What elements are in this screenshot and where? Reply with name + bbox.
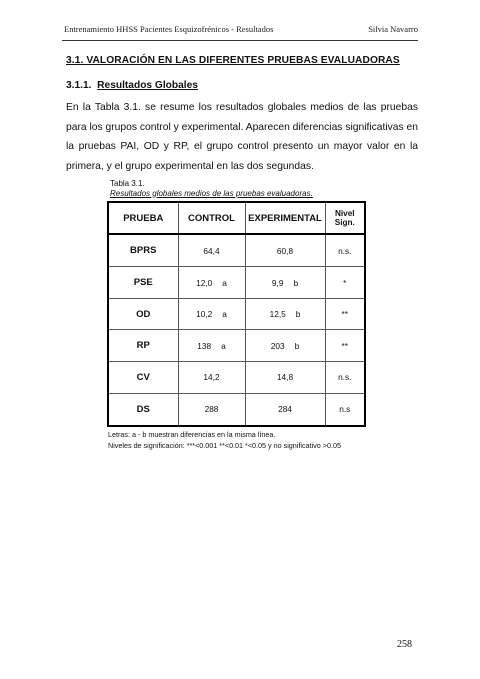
cell-control-letter: a <box>222 277 227 288</box>
cell-experimental <box>245 330 325 362</box>
cell-experimental <box>245 362 325 394</box>
running-header-left: Entrenamiento HHSS Pacientes Esquizofrénicos - Resultados <box>64 24 274 34</box>
cell-experimental-letter: b <box>293 277 299 288</box>
cell-experimental <box>245 267 325 299</box>
subsection-number: 3.1.1. <box>66 80 92 91</box>
cell-experimental-value: 60,8 <box>276 245 294 256</box>
table-row <box>108 393 365 426</box>
table-note-significance: Niveles de significación: ***<0.001 **<0.01 *<0.05 y no significativo >0.05 <box>108 441 341 450</box>
cell-experimental-letter: b <box>294 340 300 351</box>
cell-experimental-value: 203 <box>270 340 285 351</box>
cell-sign: ** <box>325 298 365 330</box>
cell-control <box>178 298 245 330</box>
cell-experimental-value: 9,9 <box>271 277 284 288</box>
cell-control-value: 138 <box>197 340 212 351</box>
cell-prueba: RP <box>108 330 178 362</box>
cell-experimental <box>245 234 325 267</box>
table-row <box>108 298 365 330</box>
cell-sign: n.s. <box>325 362 365 394</box>
cell-sign: * <box>325 267 365 299</box>
subsection-title: Resultados Globales <box>97 80 198 91</box>
table-header-row <box>108 202 365 234</box>
cell-control-value: 10,2 <box>196 309 213 320</box>
cell-control <box>178 362 245 394</box>
cell-control-value: 14,2 <box>203 372 220 383</box>
cell-experimental-value: 14,8 <box>276 372 294 383</box>
header-rule <box>62 40 418 41</box>
cell-control-letter: a <box>221 340 226 351</box>
subsection-heading <box>66 80 198 91</box>
table-note-letters: Letras: a - b muestran diferencias en la misma línea. <box>108 430 276 439</box>
table-caption-subtitle: Resultados globales medios de las pruebas evaluadoras. <box>110 188 313 198</box>
table-row <box>108 362 365 394</box>
header-nivel: Nivel <box>334 208 355 218</box>
cell-experimental-letter: b <box>295 309 301 320</box>
cell-sign: ** <box>325 330 365 362</box>
running-header-right: Silvia Navarro <box>368 24 418 34</box>
cell-prueba: OD <box>108 298 178 330</box>
cell-prueba: PSE <box>108 267 178 299</box>
header-nivel-sign <box>325 202 365 234</box>
cell-control <box>178 234 245 267</box>
body-paragraph: En la Tabla 3.1. se resume los resultados globales medios de las pruebas para los grupos control y experimental. Aparecen diferencias significativas en la pruebas PAI, OD y RP, el grupo control presento un mayor valor en la primera, y el grupo experimental en las dos segundas. <box>66 102 418 172</box>
cell-control <box>178 267 245 299</box>
table-caption-title: Tabla 3.1. <box>110 179 145 188</box>
section-title: 3.1. VALORACIÓN EN LAS DIFERENTES PRUEBAS EVALUADORAS <box>66 55 400 66</box>
cell-experimental-value: 12,5 <box>269 309 286 320</box>
cell-control-value: 288 <box>204 404 219 415</box>
page-number: 258 <box>397 639 412 650</box>
cell-experimental <box>245 298 325 330</box>
cell-control <box>178 330 245 362</box>
header-experimental: EXPERIMENTAL <box>245 202 325 234</box>
table-caption <box>110 179 313 198</box>
cell-experimental <box>245 393 325 426</box>
cell-control-value: 12,0 <box>196 277 213 288</box>
cell-experimental-value: 284 <box>278 404 292 415</box>
cell-control <box>178 393 245 426</box>
header-prueba: PRUEBA <box>108 202 178 234</box>
header-sign: Sign. <box>334 218 355 227</box>
header-control: CONTROL <box>178 202 245 234</box>
cell-prueba: BPRS <box>108 234 178 267</box>
cell-sign: n.s. <box>325 234 365 267</box>
results-table <box>107 201 366 427</box>
table-row <box>108 330 365 362</box>
cell-prueba: DS <box>108 393 178 426</box>
cell-control-value: 64,4 <box>203 245 220 256</box>
table-row <box>108 234 365 267</box>
cell-prueba: CV <box>108 362 178 394</box>
cell-control-letter: a <box>222 309 227 320</box>
table-row <box>108 267 365 299</box>
cell-sign: n.s <box>325 393 365 426</box>
